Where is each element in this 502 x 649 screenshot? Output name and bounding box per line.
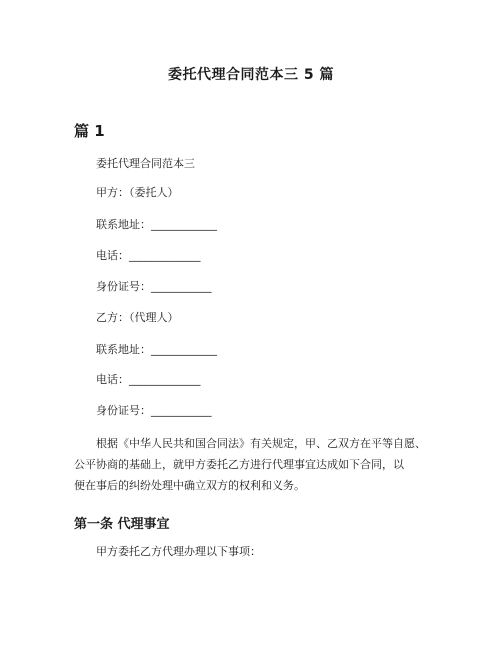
section-heading: 篇 1 (74, 122, 105, 140)
party-a-line: 甲方：（委托人） (96, 186, 179, 199)
paragraph-line: 公平协商的基础上，就甲方委托乙方进行代理事宜达成如下合同，以 (74, 458, 404, 471)
paragraph-line: 便在事后的纠纷处理中确立双方的权利和义务。 (74, 479, 305, 492)
contract-name-line: 委托代理合同范本三 (96, 157, 195, 170)
document-title: 委托代理合同范本三 5 篇 (168, 67, 334, 83)
party-b-phone-line: 电话：_____________ (96, 373, 201, 386)
party-a-address-line: 联系地址：____________ (96, 218, 217, 231)
party-b-line: 乙方：（代理人） (96, 311, 179, 324)
party-b-id-line: 身份证号：___________ (96, 404, 212, 417)
party-a-phone-line: 电话：_____________ (96, 249, 201, 262)
article-heading: 第一条 代理事宜 (74, 517, 170, 532)
paragraph-line: 根据《中华人民共和国合同法》有关规定，甲、乙双方在平等自愿、 (96, 437, 426, 450)
preamble-paragraph (74, 433, 444, 496)
article-line: 甲方委托乙方代理办理以下事项： (96, 545, 261, 558)
party-b-address-line: 联系地址：____________ (96, 343, 217, 356)
party-a-id-line: 身份证号：___________ (96, 280, 212, 293)
